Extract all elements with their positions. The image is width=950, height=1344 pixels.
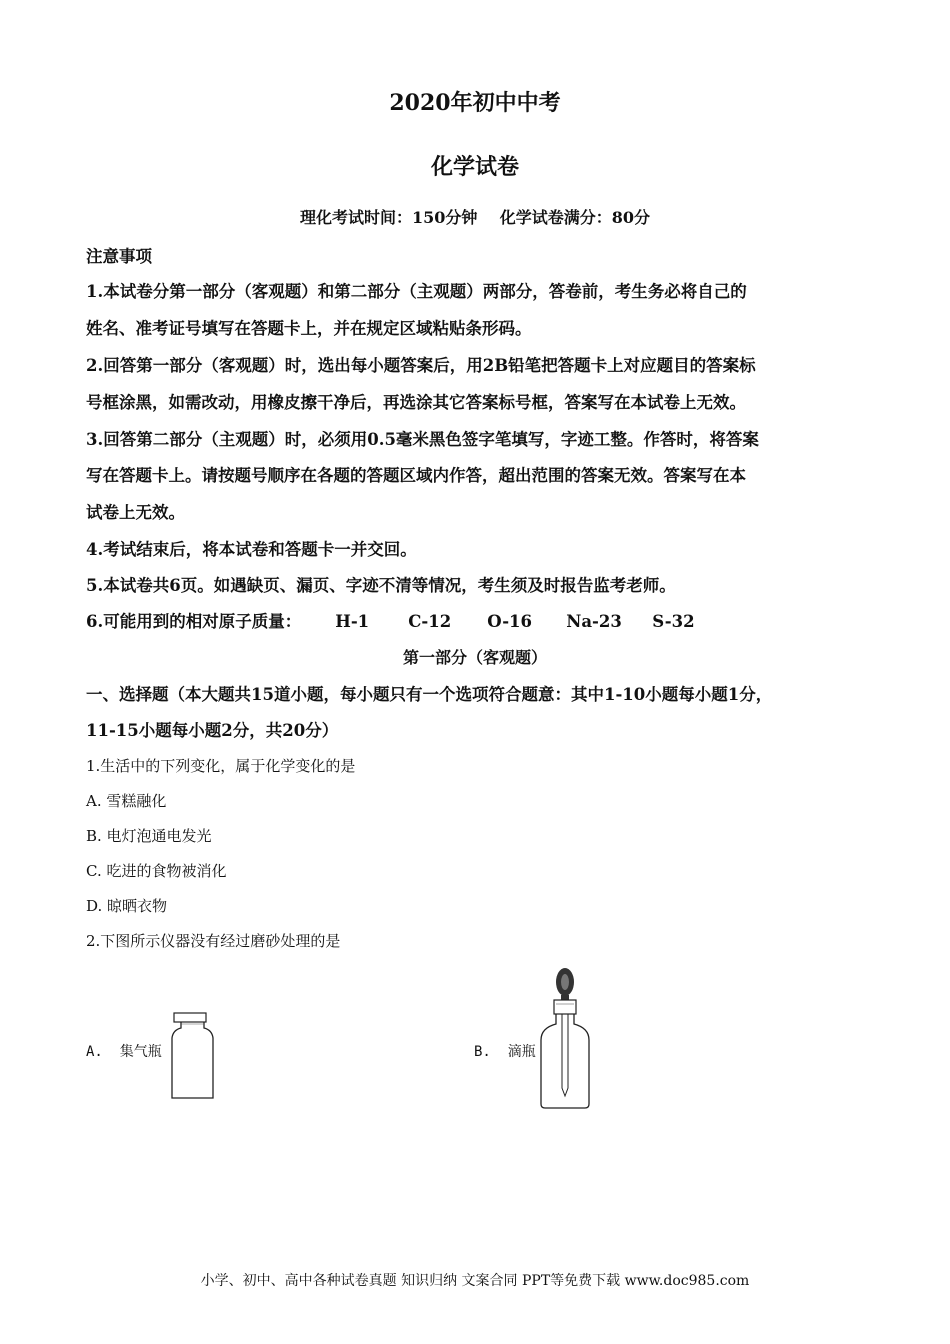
exam-title: 2020年初中中考 <box>389 90 561 116</box>
question-option: A. 雪糕融化 <box>86 792 167 810</box>
section-instructions: 11-15小题每小题2分，共20分） <box>86 721 339 740</box>
notice-line: 写在答题卡上。请按题号顺序在各题的答题区域内作答，超出范围的答案无效。答案写在本 <box>86 466 746 485</box>
notice-line: 号框涂黑，如需改动，用橡皮擦干净后，再选涂其它答案标号框，答案写在本试卷上无效。 <box>86 393 746 412</box>
subject-title: 化学试卷 <box>430 154 519 180</box>
notice-line: 3.回答第二部分（主观题）时，必须用0.5毫米黑色签字笔填写，字迹工整。作答时，将答案 <box>86 430 759 449</box>
question-option: B. 电灯泡通电发光 <box>86 827 212 845</box>
section-instructions: 一、选择题（本大题共15道小题，每小题只有一个选项符合题意：其中1-10小题每小题1分， <box>86 685 773 704</box>
gas-collecting-bottle-icon <box>165 1010 221 1106</box>
question-option: A. 集气瓶 <box>86 1044 162 1060</box>
question-stem: 1.生活中的下列变化，属于化学变化的是 <box>86 757 356 775</box>
question-option: C. 吃进的食物被消化 <box>86 862 227 880</box>
question-stem: 2.下图所示仪器没有经过磨砂处理的是 <box>86 932 341 950</box>
dropper-bottle-icon <box>533 962 597 1112</box>
notice-heading: 注意事项 <box>86 247 152 266</box>
question-option: B. 滴瓶 <box>474 1044 536 1060</box>
atomic-mass-item: H-1 <box>335 612 370 631</box>
notice-line: 1.本试卷分第一部分（客观题）和第二部分（主观题）两部分，答卷前，考生务必将自己的 <box>86 282 747 301</box>
atomic-mass-item: O-16 <box>487 612 533 631</box>
part-one-heading: 第一部分（客观题） <box>402 648 547 667</box>
notice-line: 5.本试卷共6页。如遇缺页、漏页、字迹不清等情况，考生须及时报告监考老师。 <box>86 576 676 595</box>
atomic-mass-line <box>86 608 695 632</box>
notice-line: 2.回答第一部分（客观题）时，选出每小题答案后，用2B铅笔把答题卡上对应题目的答案标 <box>86 356 756 375</box>
footer-text: 小学、初中、高中各种试卷真题 知识归纳 文案合同 PPT等免费下载 www.doc985.com <box>200 1273 750 1289</box>
atomic-mass-item: S-32 <box>652 612 695 631</box>
atomic-mass-label: 6.可能用到的相对原子质量： <box>86 612 302 631</box>
notice-line: 姓名、准考证号填写在答题卡上，并在规定区域粘贴条形码。 <box>86 319 532 338</box>
notice-line: 试卷上无效。 <box>86 503 185 522</box>
notice-line: 4.考试结束后，将本试卷和答题卡一并交回。 <box>86 540 417 559</box>
atomic-mass-item: C-12 <box>408 612 452 631</box>
time-info: 理化考试时间：150分钟 化学试卷满分：80分 <box>300 208 650 227</box>
question-option: D. 晾晒衣物 <box>86 897 168 915</box>
atomic-mass-item: Na-23 <box>566 612 622 631</box>
